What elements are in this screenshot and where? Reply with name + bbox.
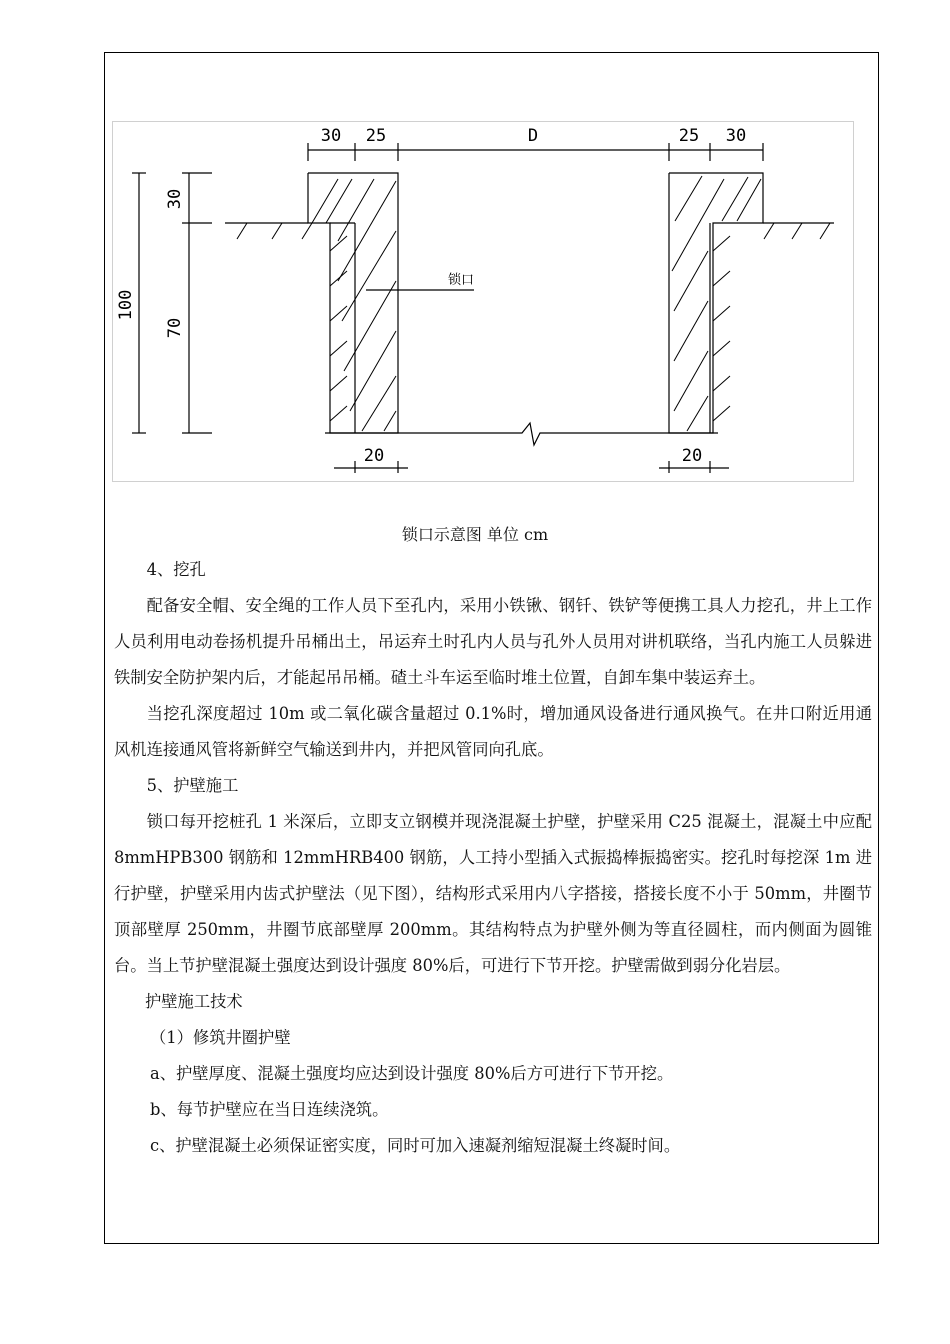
- heading-wall-technique: 护壁施工技术: [144, 992, 243, 1011]
- figure-caption: 锁口示意图 单位 cm: [401, 525, 549, 544]
- dim-top-1: 30: [320, 126, 342, 146]
- para-excavation-2: 当挖孔深度超过 10m 或二氧化碳含量超过 0.1%时，增加通风设备进行通风换气。在井口附近用通风机连接通风管将新鲜空气输送到井内，并把风管同向孔底。: [114, 704, 872, 759]
- dim-left-lower: 70: [165, 317, 185, 339]
- dim-top-d: D: [527, 126, 539, 146]
- heading-wall-construction: 5、护壁施工: [146, 776, 239, 795]
- heading-excavation: 4、挖孔: [146, 560, 206, 579]
- dim-top-4: 25: [678, 126, 700, 146]
- callout-label: 锁口: [448, 273, 475, 288]
- dim-bottom-left: 20: [363, 446, 385, 466]
- dim-top-5: 30: [725, 126, 747, 146]
- sub-heading-ring-wall: （1）修筑井圈护壁: [150, 1028, 291, 1047]
- dim-left-upper: 30: [165, 188, 185, 210]
- para-wall-construction: 锁口每开挖桩孔 1 米深后，立即支立钢模并现浇混凝土护壁，护壁采用 C25 混凝土，混凝土中应配 8mmHPB300 钢筋和 12mmHRB400 钢筋，人工持小型插入式振捣棒振捣密实。挖孔时每挖深 1m 进行护壁，护壁采用内齿式护壁法（见下图），结构形式采用内八字搭接，搭接长度不小于 50mm，井圈节顶部壁厚 250mm，井圈节底部壁厚 200mm。其结构特点为护壁外侧为等直径圆柱，而内侧面为圆锥台。当上节护壁混凝土强度达到设计强度 80%后，可进行下节开挖。护壁需做到弱分化岩层。: [114, 812, 872, 975]
- dim-bottom-right: 20: [681, 446, 703, 466]
- list-item-c: c、护壁混凝土必须保证密实度，同时可加入速凝剂缩短混凝土终凝时间。: [150, 1136, 681, 1155]
- para-excavation-1: 配备安全帽、安全绳的工作人员下至孔内，采用小铁锹、钢钎、铁铲等便携工具人力挖孔，井上工作人员利用电动卷扬机提升吊桶出土，吊运弃土时孔内人员与孔外人员用对讲机联络，当孔内施工人员躲进铁制安全防护架内后，才能起吊吊桶。碴土斗车运至临时堆土位置，自卸车集中装运弃土。: [114, 596, 872, 687]
- list-item-b: b、每节护壁应在当日连续浇筑。: [150, 1100, 389, 1119]
- lock-opening-diagram: [112, 121, 854, 482]
- list-item-a: a、护壁厚度、混凝土强度均应达到设计强度 80%后方可进行下节开挖。: [150, 1064, 674, 1083]
- dim-left-total: 100: [116, 289, 136, 321]
- dim-top-2: 25: [365, 126, 387, 146]
- body-text: [114, 552, 872, 1164]
